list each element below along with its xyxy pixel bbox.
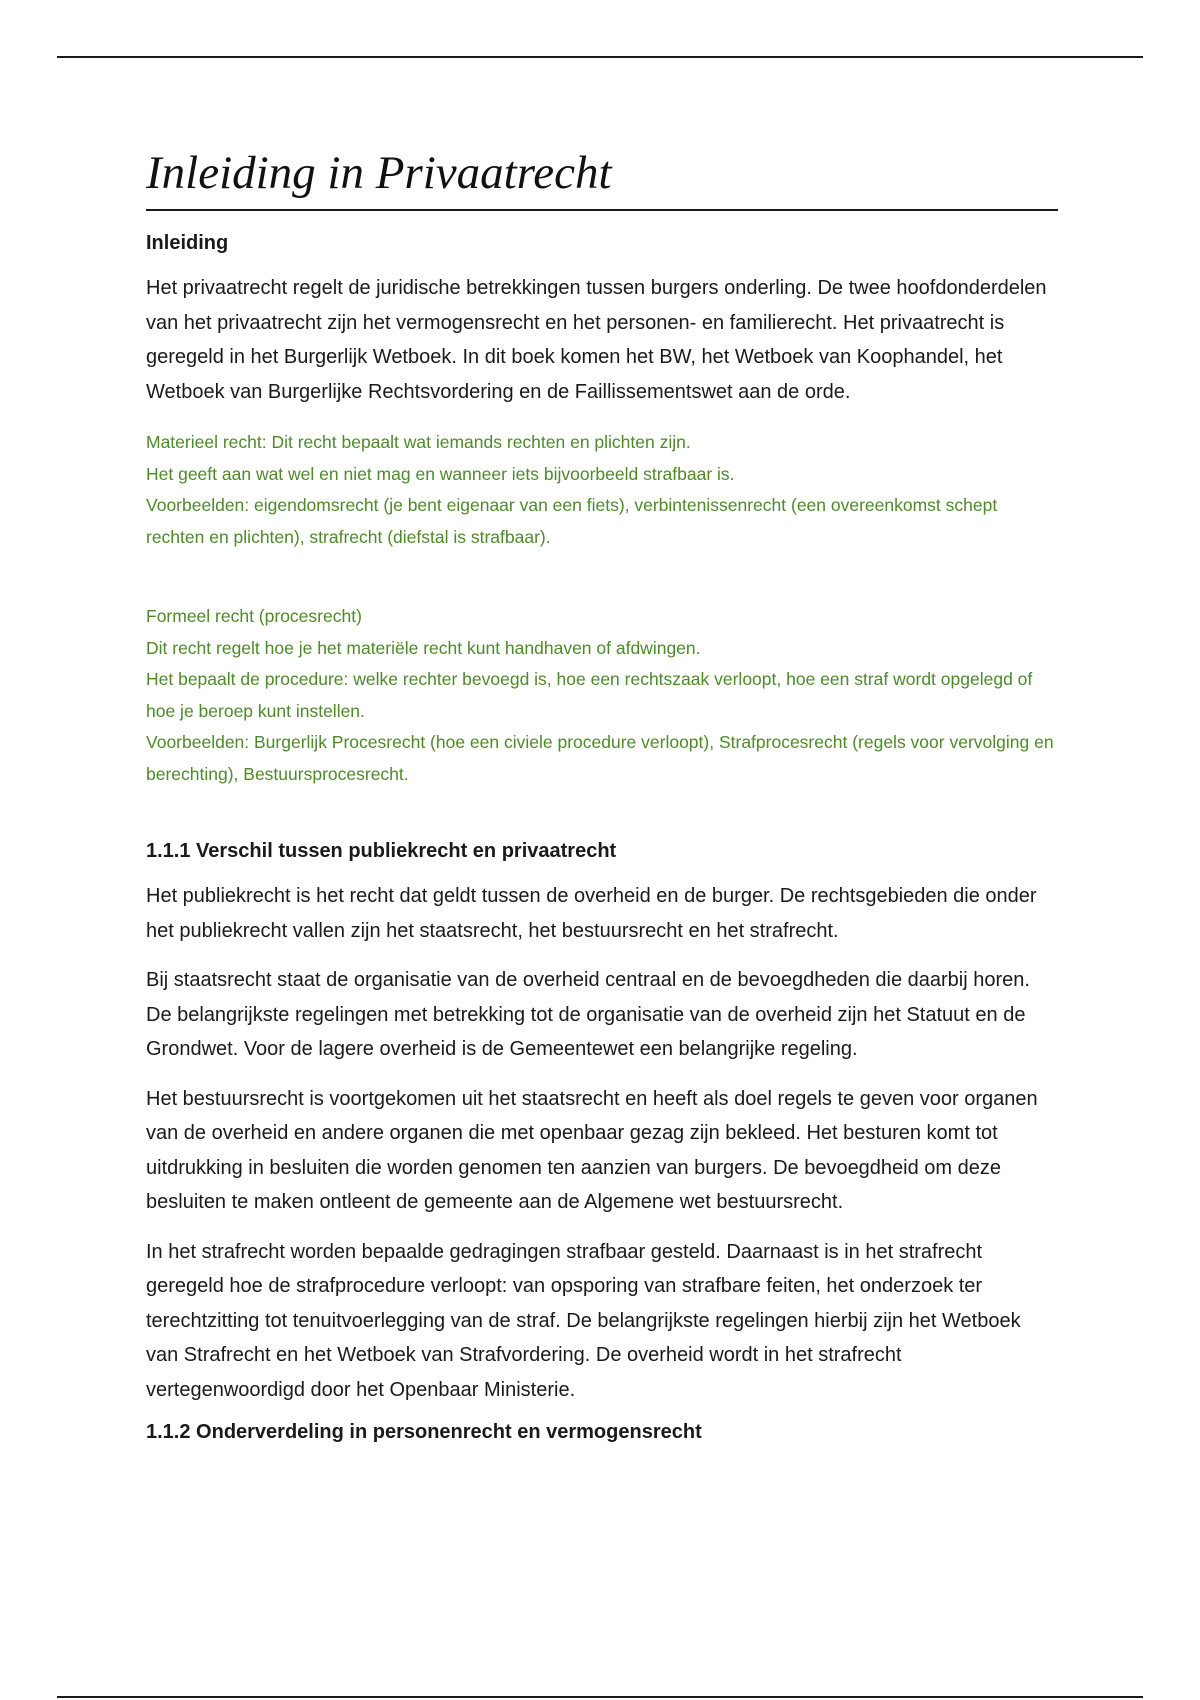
formeel-line: Voorbeelden: Burgerlijk Procesrecht (hoe een civiele procedure verloopt), Strafprocesrecht (regels voor vervolging en berechting), Bestuursprocesrecht. [146,732,1054,784]
materieel-line: Het geeft aan wat wel en niet mag en wanneer iets bijvoorbeeld strafbaar is. [146,463,735,484]
formeel-line: Het bepaalt de procedure: welke rechter bevoegd is, hoe een rechtszaak verloopt, hoe een straf wordt opgelegd of hoe je beroep kunt instellen. [146,669,1033,721]
formeel-line: Dit recht regelt hoe je het materiële recht kunt handhaven of afdwingen. [146,637,701,658]
section-1-1-1-paragraph: Het publiekrecht is het recht dat geldt tussen de overheid en de burger. De rechtsgebieden die onder het publiekrecht vallen zijn het staatsrecht, het bestuursrecht en het strafrecht. [146,885,1037,942]
materieel-line: Materieel recht: Dit recht bepaalt wat iemands rechten en plichten zijn. [146,432,691,452]
materieel-recht-note [146,427,1058,553]
materieel-line: Voorbeelden: eigendomsrecht (je bent eigenaar van een fiets), verbintenissenrecht (een overeenkomst schept rechten en plichten), strafrecht (diefstal is strafbaar). [146,495,998,547]
section-1-1-1-paragraph: Het bestuursrecht is voortgekomen uit het staatsrecht en heeft als doel regels te geven voor organen van de overheid en andere organen die met openbaar gezag zijn bekleed. Het besturen komt tot uitdrukking in besluiten die worden genomen ten aanzien van burgers. De bevoegdheid om deze besluiten te maken ontleent de gemeente aan de Algemene wet bestuursrecht. [146,1087,1038,1213]
section-1-1-1-paragraph: In het strafrecht worden bepaalde gedragingen strafbaar gesteld. Daarnaast is in het strafrecht geregeld hoe de strafprocedure verloopt: van opsporing van strafbare feiten, het onderzoek ter terechtzitting tot tenuitvoerlegging van de straf. De belangrijkste regelingen hierbij zijn het Wetboek van Strafrecht en het Wetboek van Strafvordering. De overheid wordt in het strafrecht vertegenwoordigd door het Openbaar Ministerie. [146,1240,1021,1401]
intro-heading: Inleiding [146,232,229,254]
page-bottom-rule [57,1696,1143,1698]
section-1-1-2-heading: 1.1.2 Onderverdeling in personenrecht en vermogensrecht [146,1421,702,1443]
section-1-1-1-paragraph: Bij staatsrecht staat de organisatie van de overheid centraal en de bevoegdheden die daarbij horen. De belangrijkste regelingen met betrekking tot de organisatie van de overheid zijn het Statuut en de Grondwet. Voor de lagere overheid is de Gemeentewet een belangrijke regeling. [146,969,1030,1060]
section-1-1-1-heading: 1.1.1 Verschil tussen publiekrecht en privaatrecht [146,840,617,862]
document-title: Inleiding in Privaatrecht [146,150,1058,211]
intro-paragraph: Het privaatrecht regelt de juridische betrekkingen tussen burgers onderling. De twee hoofdonderdelen van het privaatrecht zijn het vermogensrecht en het personen- en familierecht. Het privaatrecht is geregeld in het Burgerlijk Wetboek. In dit boek komen het BW, het Wetboek van Koophandel, het Wetboek van Burgerlijke Rechtsvordering en de Faillissementswet aan de orde. [146,277,1047,403]
formeel-recht-note [146,601,1058,790]
page-top-rule [57,56,1143,58]
formeel-line: Formeel recht (procesrecht) [146,606,362,626]
document-body [146,142,1058,1445]
